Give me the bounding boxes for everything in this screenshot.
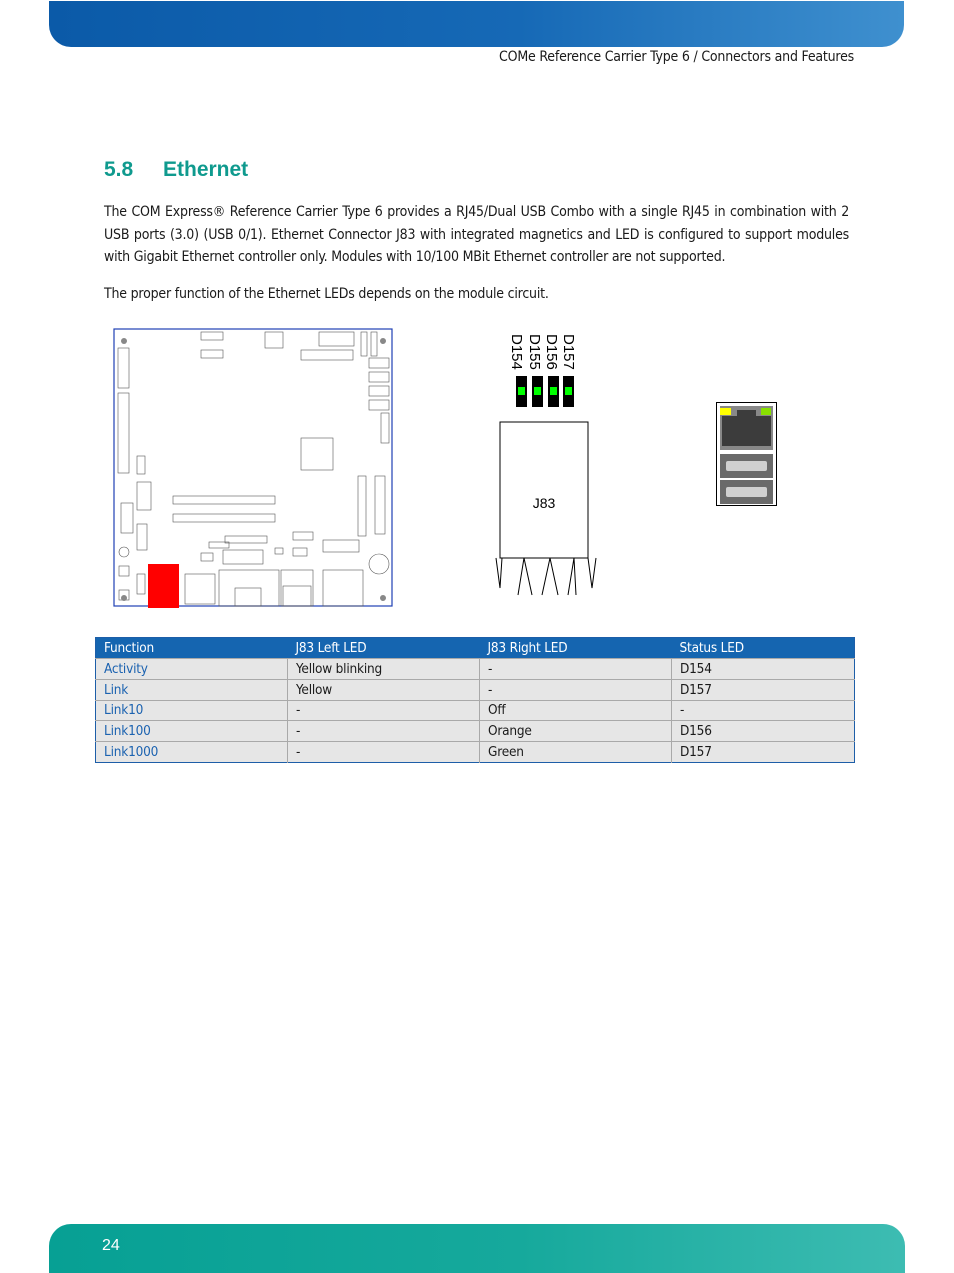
- led-label-d157: D157: [560, 334, 577, 370]
- note-paragraph: The proper function of the Ethernet LEDs depends on the module circuit.: [104, 286, 549, 302]
- cell-left-led: Yellow: [288, 679, 480, 700]
- ethernet-connector-highlight: [148, 564, 179, 608]
- header-left-led: J83 Left LED: [288, 638, 480, 659]
- cell-right-led: Off: [480, 700, 672, 721]
- cell-function: Link1000: [96, 742, 288, 763]
- rj45-usb-port-figure: [716, 402, 777, 506]
- header-function: Function: [96, 638, 288, 659]
- cell-left-led: Yellow blinking: [288, 659, 480, 680]
- cell-status-led: D157: [672, 679, 855, 700]
- table-row: [96, 679, 855, 700]
- running-header: COMe Reference Carrier Type 6 / Connectors and Features: [499, 49, 854, 65]
- table-row: [96, 721, 855, 742]
- table-row: [96, 700, 855, 721]
- table-row: [96, 742, 855, 763]
- led-detail-figure: [492, 330, 602, 598]
- cell-status-led: D154: [672, 659, 855, 680]
- led-d157-lamp: [565, 387, 572, 395]
- led-function-table: [95, 637, 855, 763]
- page-number: 24: [102, 1237, 120, 1254]
- cell-status-led: D157: [672, 742, 855, 763]
- led-d155-lamp: [534, 387, 541, 395]
- table-header-row: [96, 638, 855, 659]
- cell-left-led: -: [288, 700, 480, 721]
- cell-status-led: -: [672, 700, 855, 721]
- cell-function: Link100: [96, 721, 288, 742]
- led-label-d155: D155: [526, 334, 543, 370]
- cell-function: Link: [96, 679, 288, 700]
- cell-right-led: Green: [480, 742, 672, 763]
- led-label-d156: D156: [543, 334, 560, 370]
- section-heading: [104, 158, 248, 182]
- intro-paragraph: The COM Express® Reference Carrier Type 6 provides a RJ45/Dual USB Combo with a single RJ45 in combination with 2 USB ports (3.0) (USB 0/1). Ethernet Connector J83 with integrated magnetics and LED is configured to support modules with Gigabit Ethernet controller only. Modules with 10/100 MBit Ethernet controller are not supported.: [104, 204, 849, 265]
- board-layout-figure: [113, 328, 393, 608]
- cell-left-led: -: [288, 721, 480, 742]
- led-label-d154: D154: [508, 334, 525, 370]
- cell-function: Link10: [96, 700, 288, 721]
- header-status-led: Status LED: [672, 638, 855, 659]
- led-d156-lamp: [550, 387, 557, 395]
- header-band: [49, 1, 904, 47]
- section-number: 5.8: [104, 158, 134, 181]
- footer-band: [49, 1224, 905, 1273]
- right-led-green: [761, 408, 771, 415]
- cell-right-led: Orange: [480, 721, 672, 742]
- header-right-led: J83 Right LED: [480, 638, 672, 659]
- cell-function: Activity: [96, 659, 288, 680]
- cell-right-led: -: [480, 659, 672, 680]
- cell-right-led: -: [480, 679, 672, 700]
- led-d154-lamp: [518, 387, 525, 395]
- table-row: [96, 659, 855, 680]
- j83-label: J83: [532, 495, 556, 511]
- left-led-yellow: [720, 408, 731, 415]
- section-title: Ethernet: [163, 158, 249, 181]
- cell-status-led: D156: [672, 721, 855, 742]
- cell-left-led: -: [288, 742, 480, 763]
